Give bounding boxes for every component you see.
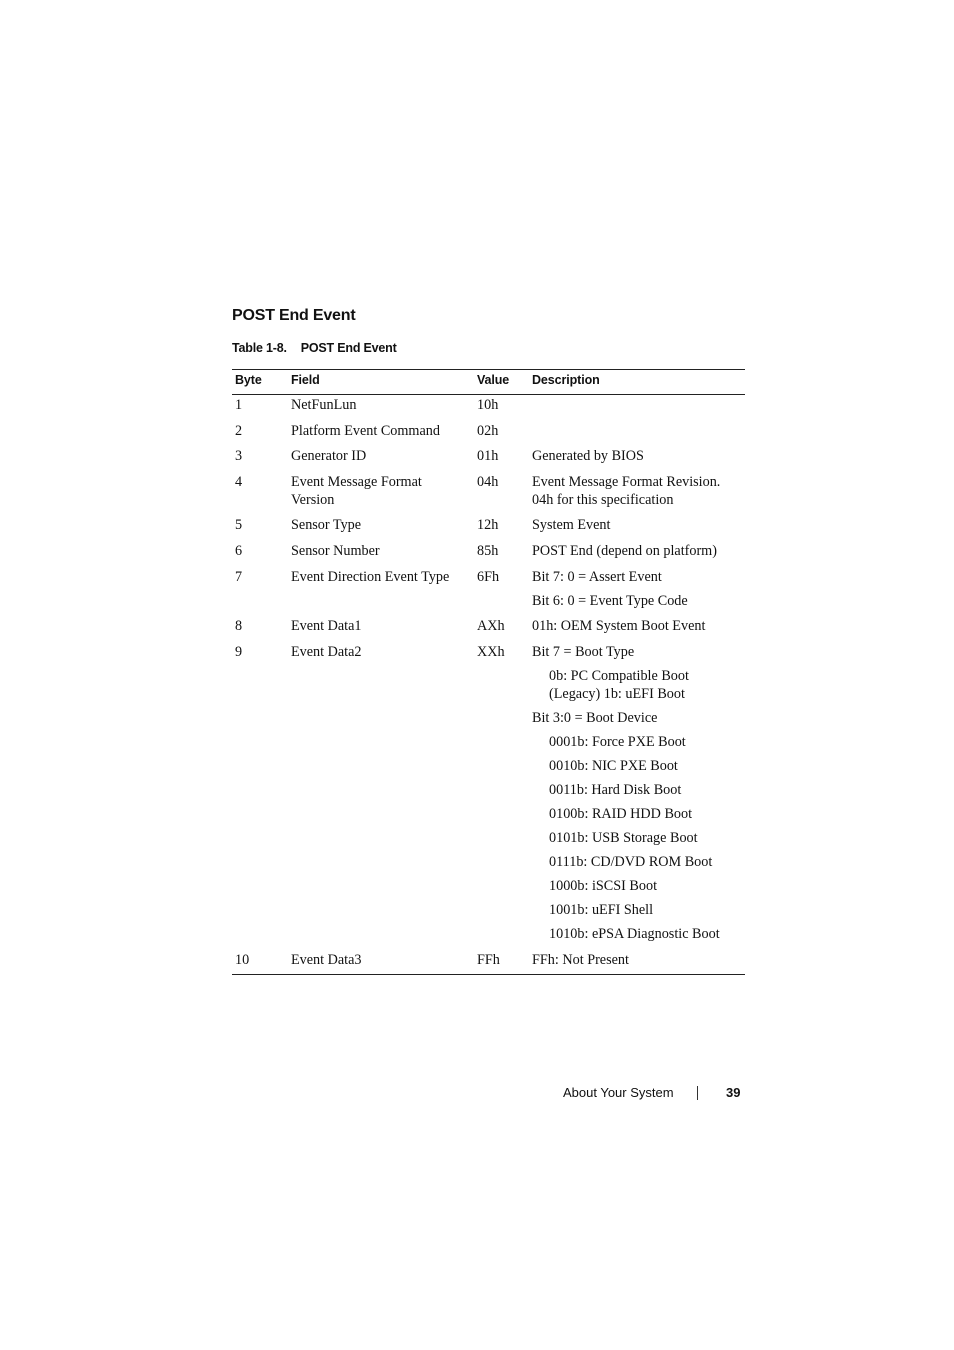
- row-3-value: 01h: [477, 448, 499, 464]
- row-10-description: FFh: Not Present: [532, 952, 629, 968]
- header-byte: Byte: [235, 373, 262, 387]
- header-description: Description: [532, 373, 600, 387]
- section-title: POST End Event: [232, 307, 356, 324]
- row-2-field: Platform Event Command: [291, 423, 440, 439]
- row-8-byte: 8: [235, 618, 243, 634]
- row-6-byte: 6: [235, 543, 243, 559]
- row-7-description-line: Bit 7: 0 = Assert Event: [532, 569, 662, 585]
- row-5-byte: 5: [235, 517, 243, 533]
- row-9-description-line: 0111b: CD/DVD ROM Boot: [549, 854, 713, 870]
- row-1-byte: 1: [235, 397, 243, 413]
- row-4-value: 04h: [477, 474, 499, 490]
- row-9-description-line: 0010b: NIC PXE Boot: [549, 758, 678, 774]
- row-9-description-line: 0101b: USB Storage Boot: [549, 830, 698, 846]
- row-7-value: 6Fh: [477, 569, 500, 585]
- header-field: Field: [291, 373, 320, 387]
- row-9-description-line: Bit 7 = Boot Type: [532, 644, 635, 660]
- row-5-field: Sensor Type: [291, 517, 362, 533]
- row-9-field: Event Data2: [291, 644, 362, 660]
- row-6-description: POST End (depend on platform): [532, 543, 717, 559]
- page-number: 39: [726, 1085, 741, 1100]
- table-caption: [232, 341, 397, 355]
- row-10-value: FFh: [477, 952, 500, 968]
- row-1-field: NetFunLun: [291, 397, 357, 413]
- row-9-description-line: 0b: PC Compatible Boot (Legacy) 1b: uEFI Boot: [549, 668, 689, 702]
- row-10-byte: 10: [235, 952, 250, 968]
- row-9-description-line: 0100b: RAID HDD Boot: [549, 806, 693, 822]
- row-5-description: System Event: [532, 517, 611, 533]
- table-bottom-rule: [232, 974, 745, 975]
- row-8-value: AXh: [477, 618, 505, 634]
- row-3-byte: 3: [235, 448, 243, 464]
- row-4-description: Event Message Format Revision. 04h for this specification: [532, 474, 721, 508]
- header-value: Value: [477, 373, 510, 387]
- row-4-byte: 4: [235, 474, 243, 490]
- table-top-rule: [232, 369, 745, 370]
- row-9-description-line: 0001b: Force PXE Boot: [549, 734, 686, 750]
- row-1-value: 10h: [477, 397, 499, 413]
- row-9-value: XXh: [477, 644, 505, 660]
- row-2-value: 02h: [477, 423, 499, 439]
- row-7-field: Event Direction Event Type: [291, 569, 450, 585]
- row-9-description-line: 1001b: uEFI Shell: [549, 902, 654, 918]
- row-5-value: 12h: [477, 517, 499, 533]
- table-caption-number: Table 1-8.: [232, 341, 287, 355]
- row-9-byte: 9: [235, 644, 243, 660]
- row-2-byte: 2: [235, 423, 243, 439]
- row-6-value: 85h: [477, 543, 499, 559]
- row-9-description-line: Bit 3:0 = Boot Device: [532, 710, 658, 726]
- row-8-description: 01h: OEM System Boot Event: [532, 618, 706, 634]
- row-9-description-line: 1000b: iSCSI Boot: [549, 878, 658, 894]
- row-9-description-line: 1010b: ePSA Diagnostic Boot: [549, 926, 720, 942]
- footer-separator: [697, 1086, 698, 1100]
- row-9-description-line: 0011b: Hard Disk Boot: [549, 782, 682, 798]
- row-3-field: Generator ID: [291, 448, 367, 464]
- table-caption-name: POST End Event: [300, 341, 397, 355]
- footer-section-label: About Your System: [563, 1085, 674, 1100]
- row-8-field: Event Data1: [291, 618, 362, 634]
- row-6-field: Sensor Number: [291, 543, 380, 559]
- row-10-field: Event Data3: [291, 952, 362, 968]
- row-7-byte: 7: [235, 569, 243, 585]
- header-bottom-rule: [232, 394, 745, 395]
- row-4-field: Event Message Format Version: [291, 474, 422, 508]
- row-7-description-line: Bit 6: 0 = Event Type Code: [532, 593, 688, 609]
- row-3-description: Generated by BIOS: [532, 448, 644, 464]
